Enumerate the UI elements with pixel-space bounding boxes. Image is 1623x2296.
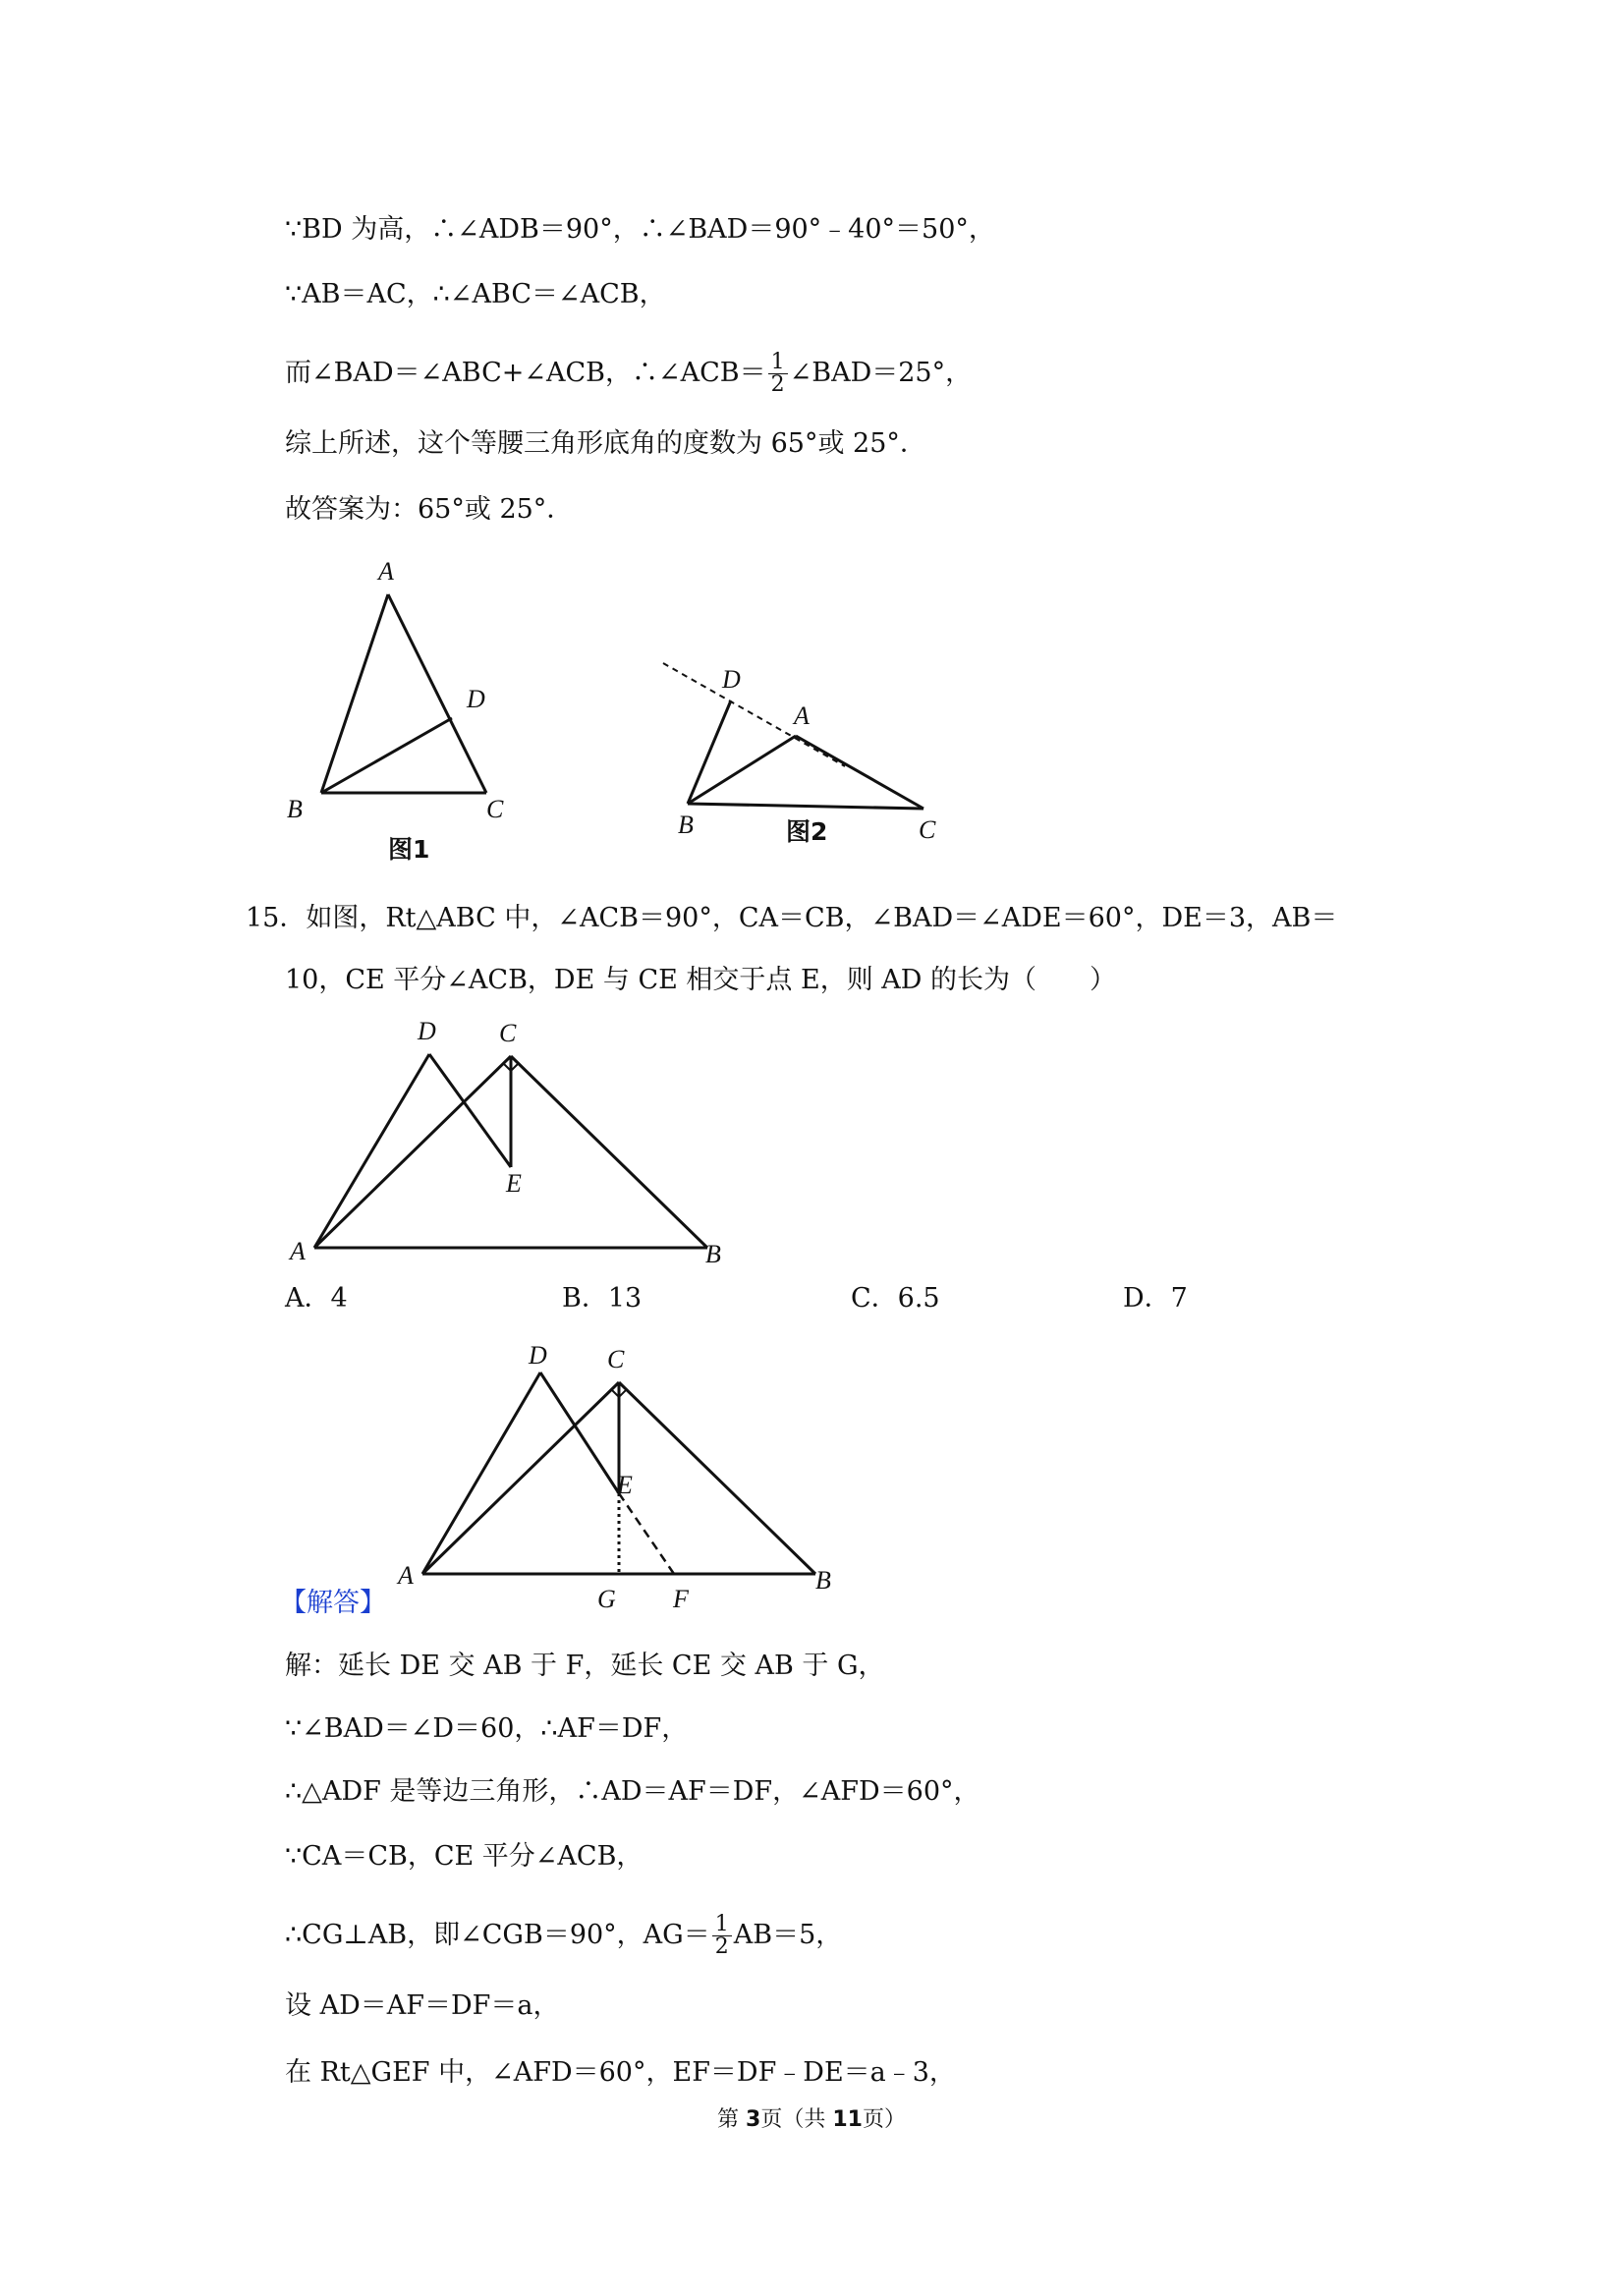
label-a: A — [378, 557, 394, 586]
fraction-denominator: 2 — [770, 372, 785, 397]
option-c[interactable]: C．6.5 — [851, 1283, 940, 1314]
label-a: A — [398, 1561, 414, 1590]
option-b[interactable]: B．13 — [562, 1283, 643, 1314]
solution-figure — [393, 1336, 865, 1615]
label-c: C — [607, 1345, 625, 1373]
figure-2 — [648, 644, 963, 873]
text-segment: ∴CG⊥AB，即∠CGB＝90°，AG＝ — [285, 1920, 710, 1950]
option-d[interactable]: D．7 — [1123, 1283, 1188, 1314]
label-a: A — [794, 701, 810, 730]
text-segment: ∠BAD＝25°， — [789, 358, 973, 388]
figure-caption: 图1 — [388, 835, 430, 864]
fraction — [768, 352, 788, 396]
label-c: C — [499, 1019, 517, 1047]
solution-line: 在 Rt△GEF 中，∠AFD＝60°，EF＝DF﹣DE＝a﹣3， — [285, 2057, 956, 2088]
footer-text: 页（共 — [760, 2107, 833, 2132]
option-a[interactable]: A．4 — [285, 1283, 348, 1314]
figure-1 — [275, 545, 570, 883]
label-d: D — [467, 685, 485, 713]
fraction-numerator: 1 — [768, 352, 788, 374]
text-line: 故答案为：65°或 25°． — [285, 494, 574, 525]
page-footer — [0, 2102, 1623, 2133]
label-d: D — [418, 1017, 436, 1045]
text-line — [285, 352, 972, 396]
question-15-figure — [285, 1012, 747, 1281]
label-d: D — [722, 665, 741, 694]
figure-caption: 图2 — [786, 817, 828, 846]
text-segment: 而∠BAD＝∠ABC+∠ACB，∴∠ACB＝ — [285, 358, 766, 388]
label-b: B — [705, 1240, 721, 1268]
text-segment: AB＝5， — [733, 1920, 843, 1950]
footer-text: 页） — [862, 2107, 906, 2132]
label-c: C — [486, 795, 504, 823]
label-e: E — [617, 1471, 633, 1499]
question-15-line: 10，CE 平分∠ACB，DE 与 CE 相交于点 E，则 AD 的长为（ ） — [285, 965, 1117, 995]
label-e: E — [506, 1169, 522, 1198]
text-line: ∵AB＝AC，∴∠ABC＝∠ACB， — [285, 279, 666, 309]
question-15-line: 15．如图，Rt△ABC 中，∠ACB＝90°，CA＝CB，∠BAD＝∠ADE＝60°，DE＝3，AB＝ — [246, 903, 1338, 933]
fraction — [712, 1914, 732, 1958]
page-number: 3 — [746, 2107, 761, 2132]
solution-line: ∵CA＝CB，CE 平分∠ACB， — [285, 1841, 644, 1872]
solution-line: 解：延长 DE 交 AB 于 F，延长 CE 交 AB 于 G， — [285, 1651, 885, 1681]
text-line: ∵BD 为高，∴∠ADB＝90°，∴∠BAD＝90°﹣40°＝50°， — [285, 214, 995, 245]
footer-text: 第 — [717, 2107, 747, 2132]
solution-heading: 【解答】 — [280, 1588, 386, 1618]
text-line: 综上所述，这个等腰三角形底角的度数为 65°或 25°． — [285, 428, 926, 459]
label-b: B — [287, 795, 303, 823]
label-d: D — [529, 1341, 547, 1370]
solution-line: ∵∠BAD＝∠D＝60，∴AF＝DF， — [285, 1713, 689, 1744]
page-total: 11 — [832, 2107, 863, 2132]
fraction-numerator: 1 — [712, 1914, 732, 1936]
label-g: G — [597, 1585, 616, 1613]
solution-line — [285, 1914, 842, 1958]
fraction-denominator: 2 — [714, 1934, 729, 1959]
label-b: B — [815, 1566, 831, 1595]
label-f: F — [673, 1585, 689, 1613]
label-c: C — [919, 815, 936, 844]
solution-line: ∴△ADF 是等边三角形，∴AD＝AF＝DF，∠AFD＝60°， — [285, 1776, 980, 1807]
label-b: B — [678, 811, 694, 839]
label-a: A — [290, 1237, 306, 1265]
solution-line: 设 AD＝AF＝DF＝a， — [285, 1990, 560, 2021]
